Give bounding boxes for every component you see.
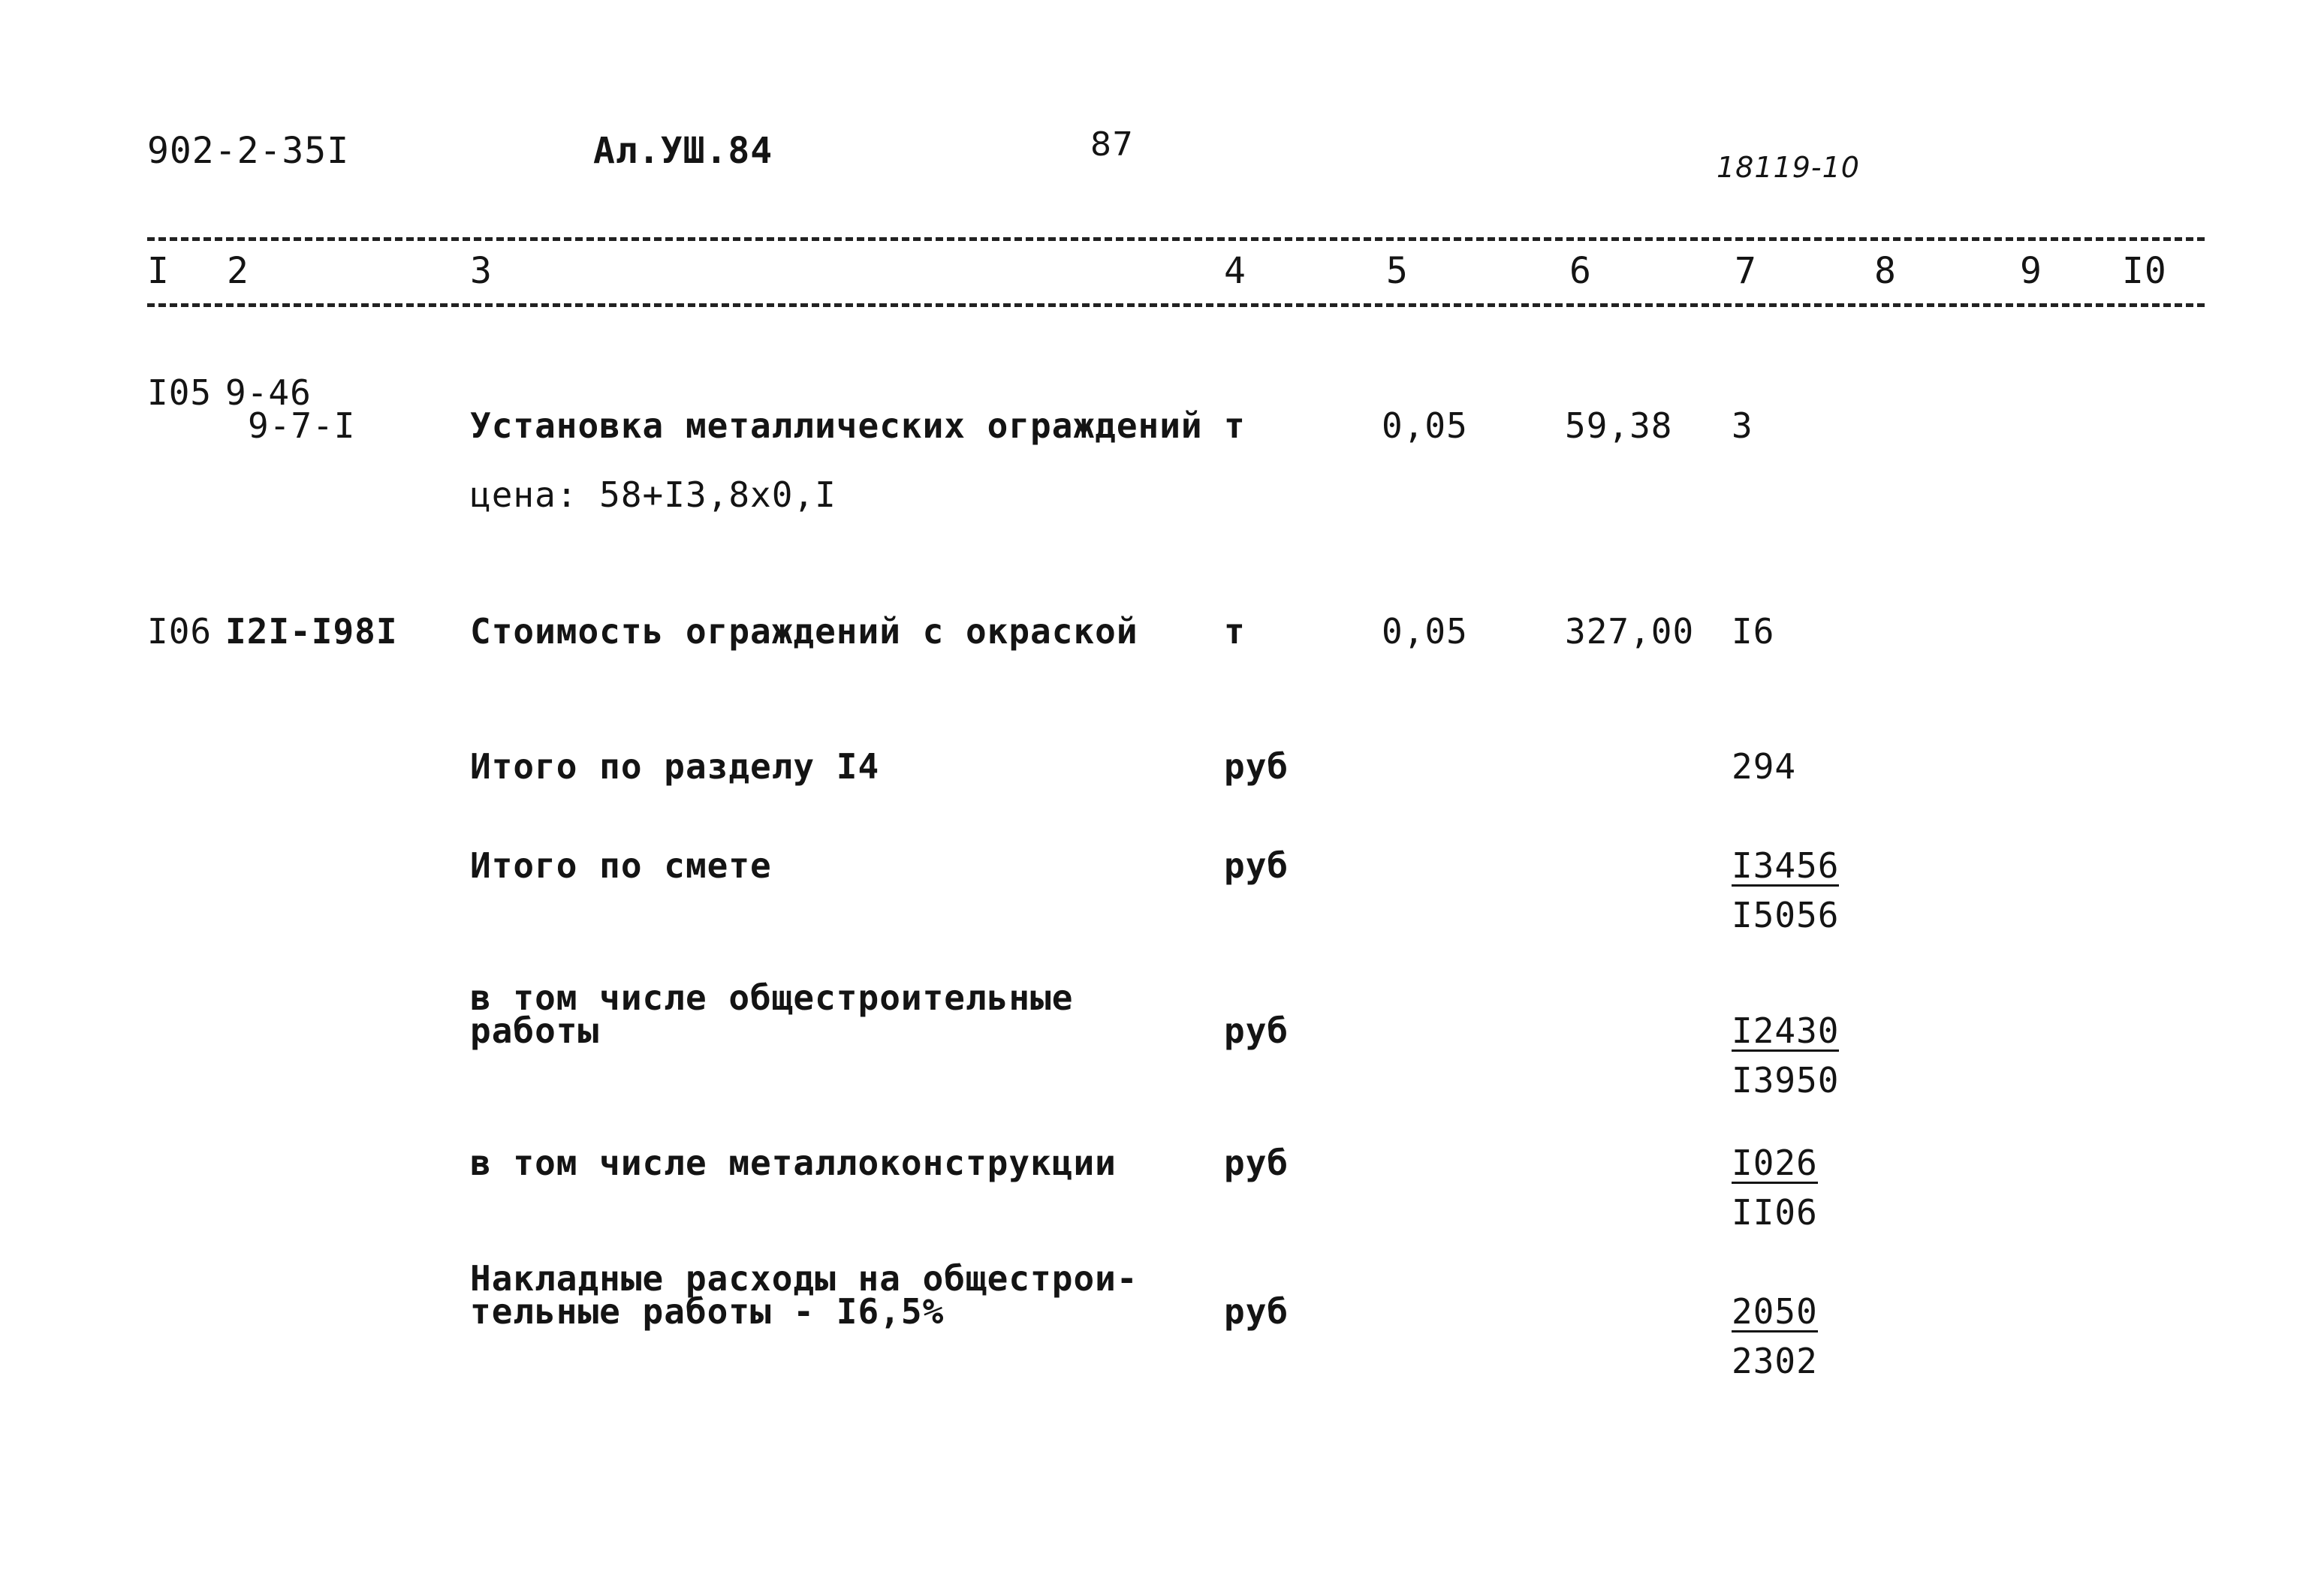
column-header-4: 4: [1224, 250, 1246, 292]
column-header-5: 5: [1386, 250, 1409, 292]
row-code: I2I-I98I: [225, 611, 398, 652]
total-value-numerator: I026: [1732, 1143, 1818, 1183]
row-unit: т: [1224, 611, 1246, 652]
total-label: работы: [470, 1010, 600, 1051]
row-code: 9-46: [225, 372, 312, 413]
total-unit: руб: [1224, 1143, 1289, 1183]
total-unit: руб: [1224, 1291, 1289, 1332]
total-value-denominator: I5056: [1732, 895, 1840, 935]
row-price: 327,00: [1565, 611, 1695, 652]
row-code: 9-7-I: [248, 405, 356, 446]
total-label: Итого по разделу I4: [470, 746, 880, 787]
total-value-numerator: I2430: [1732, 1010, 1840, 1051]
total-label: в том числе общестроительные: [470, 977, 1074, 1018]
row-quantity: 0,05: [1382, 405, 1468, 446]
total-label: Накладные расходы на общестрои-: [470, 1258, 1138, 1299]
column-header-6: 6: [1569, 250, 1592, 292]
album-number: Ал.УШ.84: [593, 130, 773, 172]
total-label: Итого по смете: [470, 845, 772, 886]
total-label: в том числе металлоконструкции: [470, 1143, 1117, 1183]
row-number: I06: [147, 611, 213, 652]
total-value-denominator: II06: [1732, 1192, 1818, 1233]
row-cost: I6: [1732, 611, 1775, 652]
total-value: 294: [1732, 746, 1797, 787]
total-label: тельные работы - I6,5%: [470, 1291, 945, 1332]
row-description: Стоимость ограждений с окраской: [470, 611, 1138, 652]
total-unit: руб: [1224, 845, 1289, 886]
header-rule-bottom: [147, 303, 2205, 307]
total-value-numerator: I3456: [1732, 845, 1840, 886]
row-price: 59,38: [1565, 405, 1673, 446]
row-unit: т: [1224, 405, 1246, 446]
column-header-1: I: [147, 250, 170, 292]
row-quantity: 0,05: [1382, 611, 1468, 652]
column-header-3: 3: [470, 250, 493, 292]
total-value-numerator: 2050: [1732, 1291, 1818, 1332]
total-value-denominator: 2302: [1732, 1341, 1818, 1381]
column-header-8: 8: [1874, 250, 1897, 292]
column-header-7: 7: [1735, 250, 1757, 292]
page-number: 87: [1090, 125, 1134, 164]
doc-code: 902-2-35I: [147, 130, 350, 172]
row-cost: 3: [1732, 405, 1753, 446]
column-header-10: I0: [2122, 250, 2167, 292]
row-description: Установка металлических ограждений: [470, 405, 1203, 446]
total-value-denominator: I3950: [1732, 1060, 1840, 1101]
row-number: I05: [147, 372, 213, 413]
header-rule-top: [147, 237, 2205, 241]
total-unit: руб: [1224, 1010, 1289, 1051]
column-header-2: 2: [227, 250, 249, 292]
row-description: цена: 58+I3,8x0,I: [470, 474, 836, 515]
column-header-9: 9: [2020, 250, 2042, 292]
inventory-number: 18119-10: [1717, 151, 1860, 184]
total-unit: руб: [1224, 746, 1289, 787]
